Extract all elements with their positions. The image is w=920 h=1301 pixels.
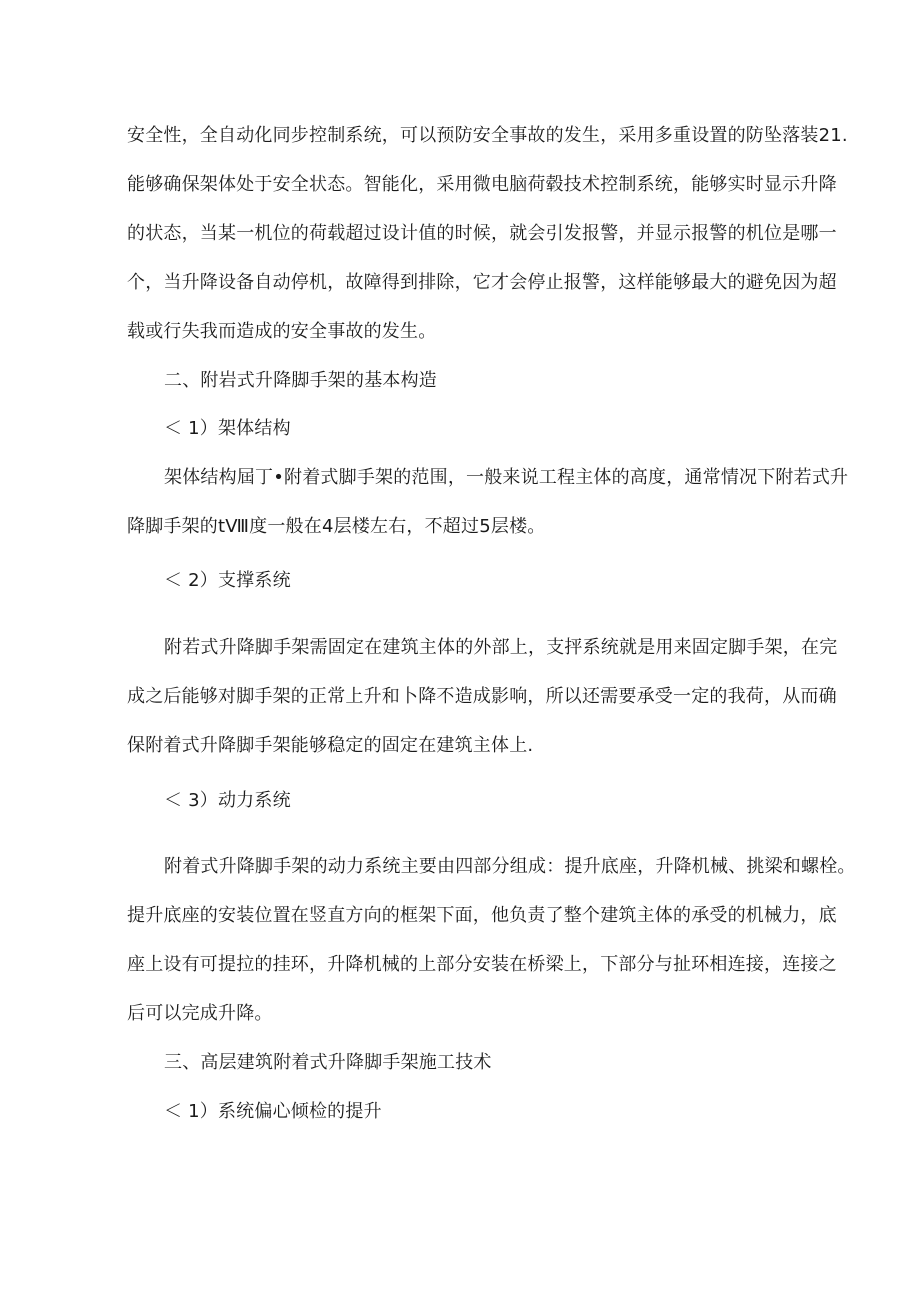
paragraph-line: 成之后能够对脚手架的正常上升和卜降不造成影响，所以还需要承受一定的我荷，从而确 bbox=[127, 686, 837, 707]
paragraph-line: 的状态，当某一机位的荷载超过设计值的时候，就会引发报警，并显示报警的机位是哪一 bbox=[127, 223, 837, 244]
paragraph-line: 架体结构屆丁•附着式脚手架的范围，一般来说工程主体的高度，通常情况下附若式升 bbox=[164, 467, 849, 488]
subsection-heading: ＜ 2）支撑系统 bbox=[164, 570, 291, 591]
paragraph-line: 后可以完成升降。 bbox=[127, 1003, 273, 1024]
subsection-heading: ＜ 1）系统偏心倾检的提升 bbox=[164, 1101, 382, 1122]
subsection-heading: ＜ 3）动力系统 bbox=[164, 790, 291, 811]
paragraph-line: 附着式升降脚手架的动力系统主要由四部分组成：提升底座，升降机械、挑梁和螺栓。 bbox=[164, 856, 856, 877]
paragraph-line: 附若式升降脚手架需固定在建筑主体的外部上，支抨系统就是用来固定脚手架，在完 bbox=[164, 637, 838, 658]
paragraph-line: 降脚手架的tⅧ度一般在4层楼左右，不超过5层楼。 bbox=[127, 516, 546, 537]
paragraph-line: 个，当升降设备自动停机，故障得到排除，它才会停止报警，这样能够最大的避免因为超 bbox=[127, 272, 837, 293]
section-heading: 二、附岩式升降脚手架的基本构造 bbox=[164, 370, 437, 391]
paragraph-line: 安全性，全自动化同步控制系统，可以预防安全事故的发生，采用多重设置的防坠落装21. bbox=[127, 125, 848, 146]
section-heading: 三、高层建筑附着式升降脚手架施工技术 bbox=[164, 1052, 492, 1073]
subsection-heading: ＜ 1）架体结构 bbox=[164, 418, 291, 439]
paragraph-line: 保附着式升降脚手架能够稳定的固定在建筑主体上. bbox=[127, 735, 534, 756]
paragraph-line: 能够确保架体处于安全状态。智能化，采用微电脑荷毂技术控制系统，能够实时显示升降 bbox=[127, 174, 837, 195]
paragraph-line: 载或行失我而造成的安全事故的发生。 bbox=[127, 321, 437, 342]
paragraph-line: 提升底座的安装位置在竖直方向的框架下面，他负责了整个建筑主体的承受的机械力，底 bbox=[127, 905, 837, 926]
paragraph-line: 座上设有可提拉的挂环，升降机械的上部分安装在桥梁上，下部分与扯环相连接，连接之 bbox=[127, 954, 837, 975]
